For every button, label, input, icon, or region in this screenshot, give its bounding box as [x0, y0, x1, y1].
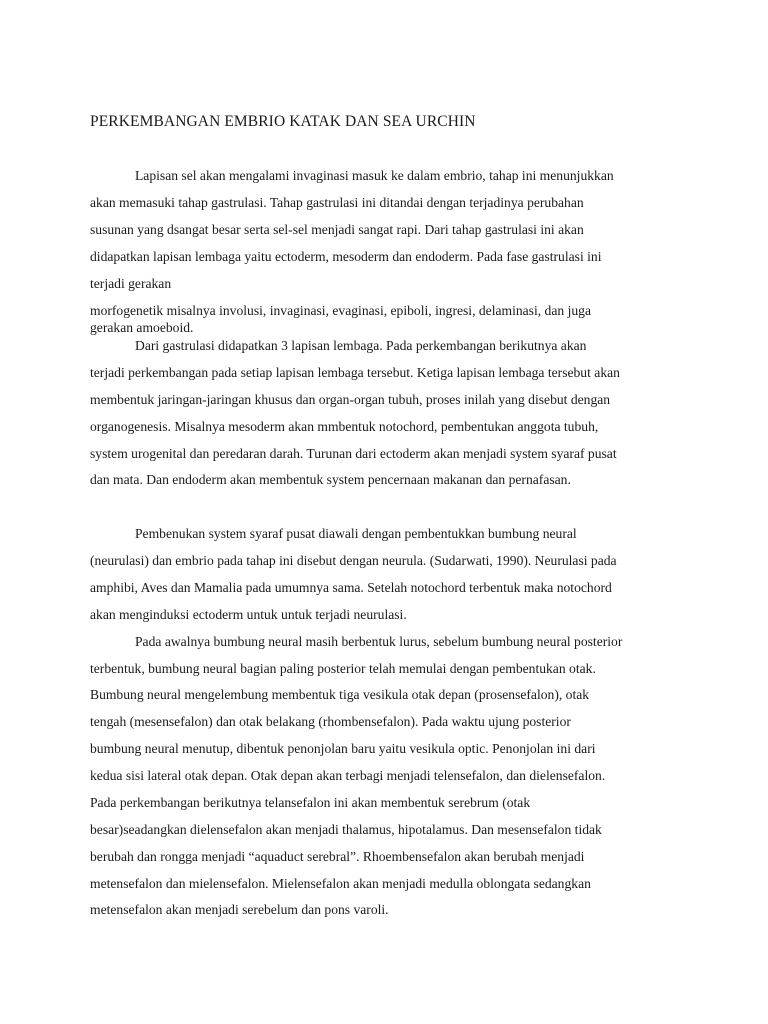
text-line: morfogenetik misalnya involusi, invaginasi, evaginasi, epiboli, ingresi, delaminasi, dan juga: [90, 303, 591, 318]
text-line: didapatkan lapisan lembaga yaitu ectoderm, mesoderm dan endoderm. Pada fase gastrulasi ini: [90, 249, 602, 264]
text-line: amphibi, Aves dan Mamalia pada umumnya sama. Setelah notochord terbentuk maka notochord: [90, 580, 612, 595]
text-line: susunan yang dsangat besar serta sel-sel menjadi sangat rapi. Dari tahap gastrulasi ini akan: [90, 222, 584, 237]
text-line: metensefalon dan mielensefalon. Mielensefalon akan menjadi medulla oblongata sedangkan: [90, 876, 591, 891]
text-line: dan mata. Dan endoderm akan membentuk system pencernaan makanan dan pernafasan.: [90, 472, 571, 487]
text-line: besar)seadangkan dielensefalon akan menjadi thalamus, hipotalamus. Dan mesensefalon tidak: [90, 822, 602, 837]
text-line: membentuk jaringan-jaringan khusus dan organ-organ tubuh, proses inilah yang disebut dengan: [90, 392, 611, 407]
text-line: Lapisan sel akan mengalami invaginasi masuk ke dalam embrio, tahap ini menunjukkan: [135, 168, 614, 183]
text-line: metensefalon akan menjadi serebelum dan pons varoli.: [90, 902, 389, 917]
text-line: terjadi perkembangan pada setiap lapisan lembaga tersebut. Ketiga lapisan lembaga tersebut akan: [90, 365, 620, 380]
text-line: Pada awalnya bumbung neural masih berbentuk lurus, sebelum bumbung neural posterior: [135, 634, 623, 649]
document-title: PERKEMBANGAN EMBRIO KATAK DAN SEA URCHIN: [90, 113, 476, 130]
text-line: bumbung neural menutup, dibentuk penonjolan baru yaitu vesikula optic. Penonjolan ini dari: [90, 741, 596, 756]
text-line: organogenesis. Misalnya mesoderm akan mmbentuk notochord, pembentukan anggota tubuh,: [90, 419, 599, 434]
text-line: terbentuk, bumbung neural bagian paling posterior telah memulai dengan pembentukan otak.: [90, 661, 596, 676]
text-line: akan memasuki tahap gastrulasi. Tahap gastrulasi ini ditandai dengan terjadinya perubahan: [90, 195, 584, 210]
text-line: terjadi gerakan: [90, 276, 172, 291]
text-line: berubah dan rongga menjadi “aquaduct serebral”. Rhoembensefalon akan berubah menjadi: [90, 849, 585, 864]
text-line: tengah (mesensefalon) dan otak belakang (rhombensefalon). Pada waktu ujung posterior: [90, 714, 571, 729]
text-line: akan menginduksi ectoderm untuk untuk terjadi neurulasi.: [90, 607, 407, 622]
text-line: Pada perkembangan berikutnya telansefalon ini akan membentuk serebrum (otak: [90, 795, 531, 810]
text-line: Dari gastrulasi didapatkan 3 lapisan lembaga. Pada perkembangan berikutnya akan: [135, 338, 587, 353]
text-line: Pembenukan system syaraf pusat diawali dengan pembentukkan bumbung neural: [135, 526, 577, 541]
text-line: system urogenital dan peredaran darah. Turunan dari ectoderm akan menjadi system syaraf pusat: [90, 446, 617, 461]
text-line: kedua sisi lateral otak depan. Otak depan akan terbagi menjadi telensefalon, dan dielensefalon.: [90, 768, 606, 783]
text-line: gerakan amoeboid.: [90, 320, 194, 335]
text-line: Bumbung neural mengelembung membentuk tiga vesikula otak depan (prosensefalon), otak: [90, 687, 590, 702]
text-line: (neurulasi) dan embrio pada tahap ini disebut dengan neurula. (Sudarwati, 1990). Neurulasi pada: [90, 553, 617, 568]
